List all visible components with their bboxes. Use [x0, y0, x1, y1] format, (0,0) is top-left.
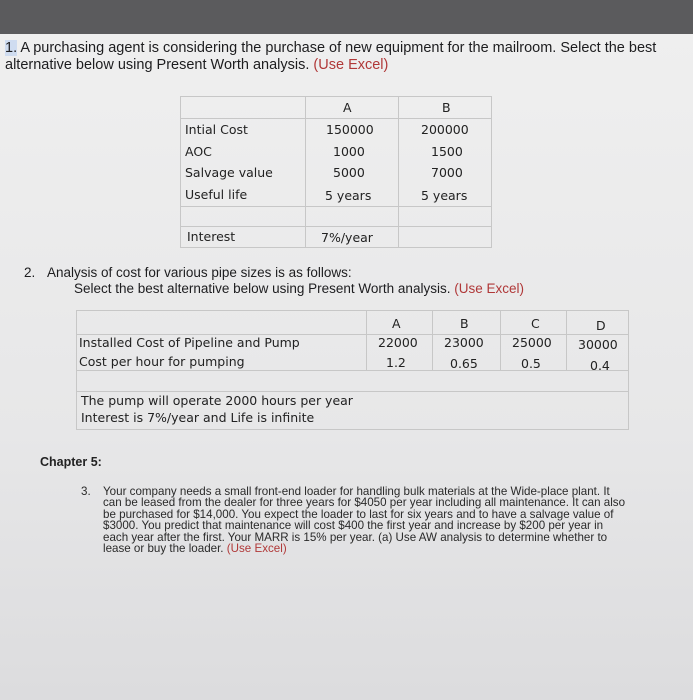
q1-interest-value: 7%/year	[321, 230, 373, 245]
q1-interest-label: Interest	[187, 229, 236, 244]
q1-row-a: 5000	[333, 165, 365, 180]
chapter-heading: Chapter 5:	[40, 455, 102, 469]
q1-row-a: 150000	[326, 122, 374, 137]
photo-top-edge	[0, 0, 693, 34]
q2-value: 23000	[444, 335, 484, 350]
q1-header-b: B	[442, 100, 451, 115]
question-2-number: 2.	[24, 265, 36, 280]
q2-value: 1.2	[386, 355, 406, 370]
question-3-number: 3.	[81, 485, 91, 498]
q1-row-label: Salvage value	[185, 165, 273, 180]
q1-row-label: AOC	[185, 144, 212, 159]
q2-value: 0.5	[521, 356, 541, 371]
q2-header-a: A	[392, 316, 401, 331]
q2-value: 22000	[378, 335, 418, 350]
question-3	[81, 485, 628, 556]
q1-row-label: Useful life	[185, 187, 248, 202]
q1-header-a: A	[343, 100, 352, 115]
question-3-text: Your company needs a small front-end loader for handling bulk materials at the Wide-place plant. It can be leased from the dealer for three years for $4050 per year including all maintenance. It can also be purchased for $14,000. You expect the loader to last for six years and to have a salvage value of $3000. You predict that maintenance will cost $400 the first year and increase by $200 per year in each year after the first. Your MARR is 15% per year. (a) Use AW analysis to determine whether to lease or buy the loader.	[103, 485, 626, 556]
q1-row-a: 5 years	[325, 188, 372, 203]
question-1-text: A purchasing agent is considering the purchase of new equipment for the mailroom. Select the best alternative below using Present Worth analysis.	[5, 40, 657, 73]
question-2-line-1	[24, 265, 352, 280]
q1-row-b: 5 years	[421, 188, 468, 203]
q2-value: 0.65	[450, 356, 478, 371]
question-1-excel-note: (Use Excel)	[313, 57, 389, 73]
q1-row-a: 1000	[333, 144, 365, 159]
question-2-line-2	[74, 281, 524, 296]
q1-row-label: Intial Cost	[185, 122, 248, 137]
q2-header-d: D	[596, 318, 606, 333]
q2-header-c: C	[531, 316, 540, 331]
q2-note-interest: Interest is 7%/year and Life is infinite	[81, 410, 315, 425]
q2-value: 0.4	[590, 358, 610, 373]
q2-note-hours: The pump will operate 2000 hours per year	[81, 393, 353, 408]
q2-row-label: Installed Cost of Pipeline and Pump	[79, 335, 300, 350]
q2-header-b: B	[460, 316, 469, 331]
q1-row-b: 200000	[421, 122, 469, 137]
q2-value: 25000	[512, 335, 552, 350]
question-1-number: 1.	[5, 40, 18, 56]
question-2-excel-note: (Use Excel)	[454, 281, 524, 296]
q1-row-b: 1500	[431, 144, 463, 159]
question-2-instruction: Select the best alternative below using Present Worth analysis.	[74, 281, 451, 296]
question-2-text: Analysis of cost for various pipe sizes is as follows:	[47, 265, 352, 280]
q2-value: 30000	[578, 337, 618, 352]
q1-row-b: 7000	[431, 165, 463, 180]
question-1	[5, 40, 685, 74]
question-3-excel-note: (Use Excel)	[226, 542, 287, 556]
q2-row-label: Cost per hour for pumping	[79, 354, 245, 369]
